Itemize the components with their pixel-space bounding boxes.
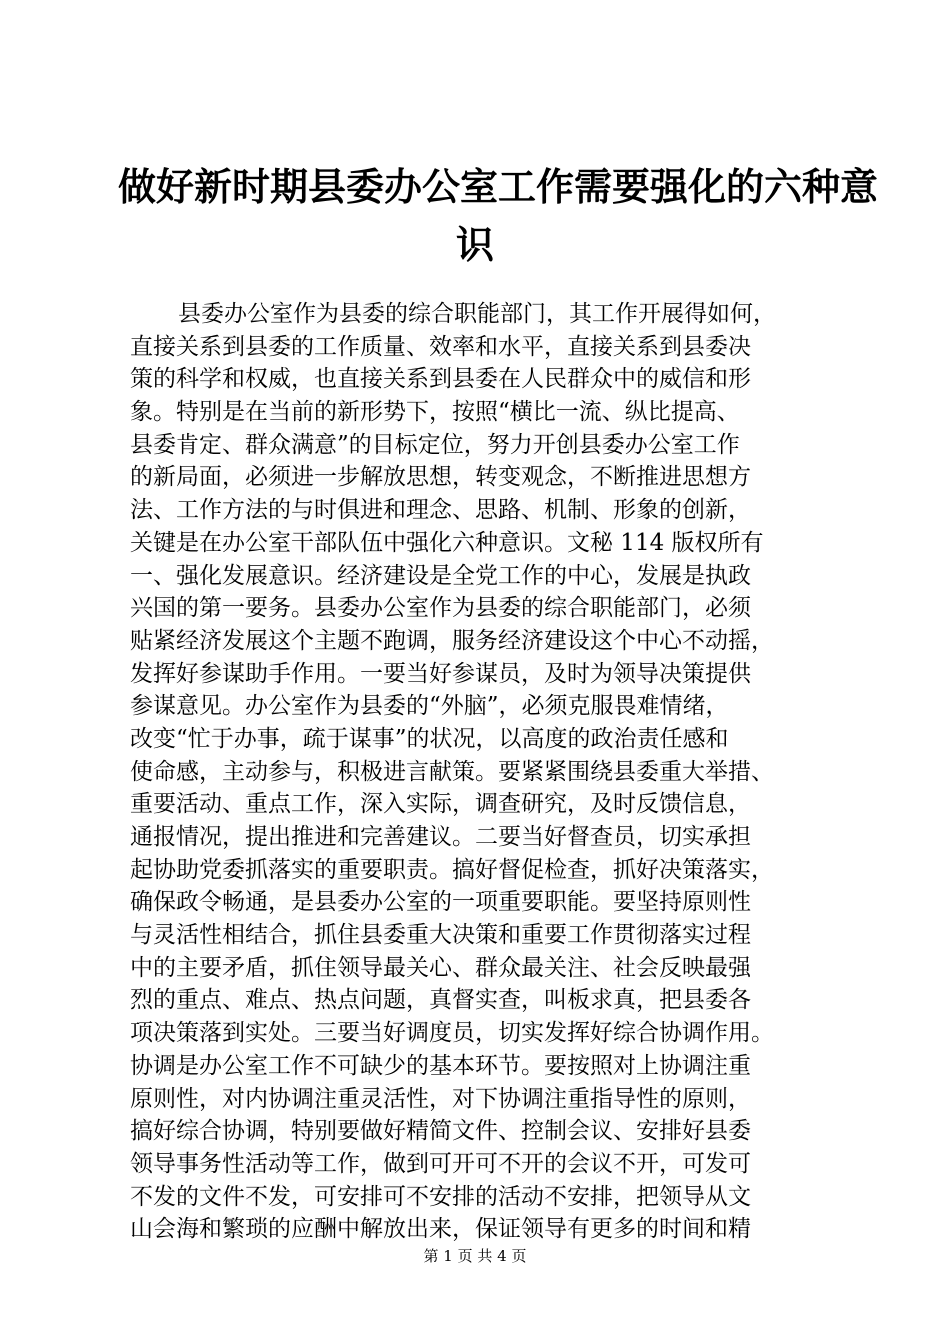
text-line: 法、工作方法的与时俱进和理念、思路、机制、形象的创新， xyxy=(130,497,751,524)
text-line: 项决策落到实处。三要当好调度员，切实发挥好综合协调作用。 xyxy=(130,1020,774,1047)
text-line: 不发的文件不发，可安排可不安排的活动不安排，把领导从文 xyxy=(130,1183,751,1210)
title-line-1: 做好新时期县委办公室工作需要强化的六种意 xyxy=(118,164,879,209)
title-line-2: 识 xyxy=(455,222,494,267)
text-line: 兴国的第一要务。县委办公室作为县委的综合职能部门，必须 xyxy=(130,595,751,622)
text-line: 领导事务性活动等工作，做到可开可不开的会议不开，可发可 xyxy=(130,1150,751,1177)
text-line: 协调是办公室工作不可缺少的基本环节。要按照对上协调注重 xyxy=(130,1052,751,1079)
text-line: 发挥好参谋助手作用。一要当好参谋员，及时为领导决策提供 xyxy=(130,660,751,687)
text-line: 原则性，对内协调注重灵活性，对下协调注重指导性的原则， xyxy=(130,1085,751,1112)
page-footer: 第 1 页 共 4 页 xyxy=(423,1247,527,1265)
text-line: 山会海和繁琐的应酬中解放出来，保证领导有更多的时间和精 xyxy=(130,1216,751,1243)
text-line: 策的科学和权威，也直接关系到县委在人民群众中的威信和形 xyxy=(130,366,751,393)
body-paragraph xyxy=(130,298,830,1246)
text-line: 起协助党委抓落实的重要职责。搞好督促检查，抓好决策落实， xyxy=(130,856,774,883)
document-title xyxy=(118,158,879,274)
text-line: 使命感，主动参与，积极进言献策。要紧紧围绕县委重大举措、 xyxy=(130,758,774,785)
text-line: 的新局面，必须进一步解放思想，转变观念，不断推进思想方 xyxy=(130,464,751,491)
text-line: 确保政令畅通，是县委办公室的一项重要职能。要坚持原则性 xyxy=(130,889,751,916)
text-line: 中的主要矛盾，抓住领导最关心、群众最关注、社会反映最强 xyxy=(130,954,751,981)
text-line: 通报情况，提出推进和完善建议。二要当好督查员，切实承担 xyxy=(130,824,751,850)
text-line: 县委肯定、群众满意”的目标定位，努力开创县委办公室工作 xyxy=(130,431,740,458)
text-line: 象。特别是在当前的新形势下，按照“横比一流、纵比提高、 xyxy=(130,399,740,426)
text-line: 参谋意见。办公室作为县委的“外脑”，必须克服畏难情绪， xyxy=(130,693,729,720)
text-line: 与灵活性相结合，抓住县委重大决策和重要工作贯彻落实过程 xyxy=(130,922,751,949)
text-line: 关键是在办公室干部队伍中强化六种意识。文秘 114 版权所有 xyxy=(130,529,764,556)
text-line: 贴紧经济发展这个主题不跑调，服务经济建设这个中心不动摇， xyxy=(130,627,774,654)
text-line: 县委办公室作为县委的综合职能部门，其工作开展得如何， xyxy=(178,301,776,327)
text-line: 重要活动、重点工作，深入实际，调查研究，及时反馈信息， xyxy=(130,791,751,818)
text-line: 直接关系到县委的工作质量、效率和水平，直接关系到县委决 xyxy=(130,333,751,360)
text-line: 改变“忙于办事，疏于谋事”的状况，以高度的政治责任感和 xyxy=(130,725,729,752)
text-line: 搞好综合协调，特别要做好精简文件、控制会议、安排好县委 xyxy=(130,1118,751,1145)
text-line: 一、强化发展意识。经济建设是全党工作的中心，发展是执政 xyxy=(130,562,751,589)
text-line: 烈的重点、难点、热点问题，真督实查，叫板求真，把县委各 xyxy=(130,987,751,1014)
